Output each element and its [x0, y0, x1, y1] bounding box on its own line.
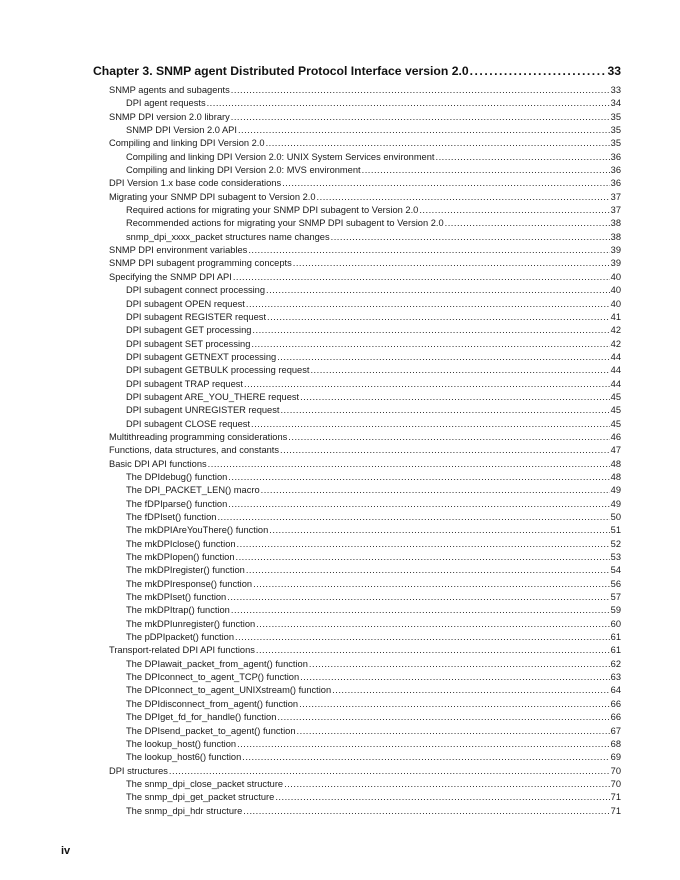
toc-entry[interactable] — [93, 217, 621, 230]
toc-entry-title: The snmp_dpi_hdr structure — [126, 805, 243, 816]
toc-entry[interactable] — [93, 431, 621, 444]
toc-entry[interactable] — [93, 765, 621, 778]
toc-entry-title: SNMP DPI Version 2.0 API — [126, 125, 237, 136]
toc-entry-title: The DPIdebug() function — [126, 471, 228, 482]
toc-entry-title: Multithreading programming considerations — [109, 431, 288, 442]
toc-entry[interactable] — [93, 711, 621, 724]
dot-leader — [236, 551, 610, 564]
dot-leader — [332, 684, 610, 697]
toc-entry-title: The mkDPIAreYouThere() function — [126, 525, 269, 536]
toc-entry-title: Basic DPI API functions — [109, 458, 207, 469]
toc-entry-page: 48 — [610, 471, 621, 482]
toc-entry[interactable] — [93, 418, 621, 431]
toc-entry[interactable] — [93, 578, 621, 591]
table-of-contents — [93, 64, 621, 818]
dot-leader — [310, 364, 609, 377]
toc-entry-page: 45 — [610, 418, 621, 429]
toc-entry-title: The snmp_dpi_close_packet structure — [126, 778, 284, 789]
toc-entry[interactable] — [93, 124, 621, 137]
toc-entry-title: The mkDPIclose() function — [126, 538, 236, 549]
toc-entry[interactable] — [93, 311, 621, 324]
toc-entry-page: 47 — [610, 445, 621, 456]
toc-entry[interactable] — [93, 364, 621, 377]
toc-entry-title: The DPIdisconnect_from_agent() function — [126, 698, 299, 709]
toc-entry[interactable] — [93, 644, 621, 657]
dot-leader — [280, 444, 610, 457]
toc-entry-title: The mkDPItrap() function — [126, 605, 230, 616]
toc-entry-title: DPI structures — [109, 765, 168, 776]
toc-entry[interactable] — [93, 551, 621, 564]
dot-leader — [217, 511, 609, 524]
toc-entry-page: 49 — [610, 485, 621, 496]
toc-entry[interactable] — [93, 257, 621, 270]
toc-entry-page: 51 — [610, 525, 621, 536]
toc-entry[interactable] — [93, 805, 621, 818]
toc-entry-title: The DPIget_fd_for_handle() function — [126, 712, 277, 723]
dot-leader — [256, 644, 610, 657]
toc-entry-title: DPI subagent GET processing — [126, 325, 252, 336]
toc-entry-page: 35 — [610, 111, 621, 122]
dot-leader — [207, 97, 610, 110]
toc-entry-page: 52 — [610, 538, 621, 549]
toc-entry-title: DPI subagent ARE_YOU_THERE request — [126, 391, 300, 402]
toc-entry[interactable] — [93, 391, 621, 404]
toc-entry-title: Transport-related DPI API functions — [109, 645, 255, 656]
dot-leader — [288, 431, 609, 444]
toc-entry-title: The fDPIparse() function — [126, 498, 228, 509]
toc-entry[interactable] — [93, 658, 621, 671]
toc-entry-page: 39 — [610, 245, 621, 256]
dot-leader — [293, 257, 610, 270]
toc-entry-page: 42 — [610, 325, 621, 336]
toc-entry[interactable] — [93, 684, 621, 697]
dot-leader — [269, 524, 609, 537]
toc-entry[interactable] — [93, 498, 621, 511]
toc-entry[interactable] — [93, 778, 621, 791]
toc-entry-page: 35 — [610, 138, 621, 149]
toc-entry-title: The mkDPIopen() function — [126, 552, 235, 563]
dot-leader — [231, 604, 610, 617]
toc-entry[interactable] — [93, 378, 621, 391]
dot-leader — [243, 805, 609, 818]
toc-entry-page: 34 — [610, 98, 621, 109]
toc-entry-page: 44 — [610, 351, 621, 362]
toc-entry[interactable] — [93, 231, 621, 244]
toc-entry-title: The DPIawait_packet_from_agent() function — [126, 658, 308, 669]
dot-leader — [299, 698, 610, 711]
dot-leader — [242, 751, 609, 764]
toc-entry[interactable] — [93, 351, 621, 364]
dot-leader — [300, 391, 610, 404]
toc-entry-title: DPI subagent GETNEXT processing — [126, 351, 277, 362]
toc-entry[interactable] — [93, 538, 621, 551]
dot-leader — [252, 324, 609, 337]
toc-entry[interactable] — [93, 458, 621, 471]
toc-entry[interactable] — [93, 511, 621, 524]
toc-entry[interactable] — [93, 177, 621, 190]
toc-entry-page: 33 — [610, 85, 621, 95]
toc-entry-title: The snmp_dpi_get_packet structure — [126, 792, 275, 803]
toc-entry-page: 71 — [610, 792, 621, 803]
toc-entry[interactable] — [93, 84, 621, 97]
dot-leader — [246, 564, 610, 577]
toc-entry-title: Functions, data structures, and constants — [109, 445, 280, 456]
dot-leader — [309, 658, 610, 671]
toc-entry-title: SNMP agents and subagents — [109, 85, 230, 95]
toc-entry[interactable] — [93, 111, 621, 124]
toc-entry-page: 56 — [610, 578, 621, 589]
toc-entry[interactable] — [93, 284, 621, 297]
toc-entry[interactable] — [93, 97, 621, 110]
toc-entry-title: DPI subagent SET processing — [126, 338, 251, 349]
toc-entry-page: 36 — [610, 165, 621, 176]
toc-entry-page: 44 — [610, 378, 621, 389]
dot-leader — [251, 418, 610, 431]
toc-entry-title: The mkDPIregister() function — [126, 565, 245, 576]
toc-entry-page: 68 — [610, 738, 621, 749]
footer-page-number: iv — [61, 845, 71, 857]
dot-leader — [233, 271, 610, 284]
toc-entry-title: Recommended actions for migrating your SNMP DPI subagent to Version 2.0 — [126, 218, 444, 229]
toc-entry-title: DPI Version 1.x base code considerations — [109, 178, 282, 189]
toc-entry-title: The DPIconnect_to_agent_UNIXstream() function — [126, 685, 332, 696]
toc-entry[interactable] — [93, 151, 621, 164]
toc-entry-page: 61 — [610, 645, 621, 656]
toc-entry-title: Migrating your SNMP DPI subagent to Version 2.0 — [109, 191, 316, 202]
dot-leader — [277, 351, 609, 364]
toc-entry-page: 38 — [610, 218, 621, 229]
dot-leader — [282, 177, 610, 190]
dot-leader — [253, 578, 610, 591]
toc-entry[interactable] — [93, 137, 621, 150]
toc-entry-page: 45 — [610, 391, 621, 402]
dot-leader — [470, 64, 607, 78]
dot-leader — [208, 458, 610, 471]
dot-leader — [266, 284, 610, 297]
toc-entry[interactable] — [93, 484, 621, 497]
dot-leader — [256, 618, 609, 631]
chapter-heading[interactable] — [93, 64, 621, 84]
toc-entry-title: The DPIsend_packet_to_agent() function — [126, 725, 296, 736]
dot-leader — [231, 111, 610, 124]
toc-entry[interactable] — [93, 204, 621, 217]
toc-entry-title: Specifying the SNMP DPI API — [109, 271, 232, 282]
dot-leader — [331, 231, 610, 244]
toc-entry-page: 44 — [610, 365, 621, 376]
toc-entry-title: Compiling and linking DPI Version 2.0 — [109, 138, 265, 149]
toc-entry-title: The DPIconnect_to_agent_TCP() function — [126, 672, 300, 683]
toc-entry-page: 36 — [610, 178, 621, 189]
toc-entry-title: The lookup_host6() function — [126, 752, 242, 763]
toc-entry-title: snmp_dpi_xxxx_packet structures name changes — [126, 231, 330, 242]
toc-entry-page: 41 — [610, 311, 621, 322]
toc-entry-page: 36 — [610, 151, 621, 162]
toc-entry[interactable] — [93, 725, 621, 738]
toc-entry-page: 46 — [610, 431, 621, 442]
dot-leader — [317, 191, 610, 204]
dot-leader — [297, 725, 610, 738]
toc-entry-title: DPI subagent REGISTER request — [126, 311, 267, 322]
toc-entry[interactable] — [93, 564, 621, 577]
toc-entry[interactable] — [93, 751, 621, 764]
toc-entry-title: The lookup_host() function — [126, 738, 237, 749]
dot-leader — [248, 244, 609, 257]
dot-leader — [300, 671, 610, 684]
toc-entry-page: 66 — [610, 698, 621, 709]
toc-entry-page: 70 — [610, 778, 621, 789]
toc-entry-title: The fDPIset() function — [126, 512, 217, 522]
dot-leader — [267, 311, 610, 324]
toc-entry-title: SNMP DPI version 2.0 library — [109, 111, 230, 122]
toc-entry-page: 37 — [610, 191, 621, 202]
dot-leader — [246, 298, 610, 311]
dot-leader — [228, 471, 609, 484]
dot-leader — [237, 538, 610, 551]
toc-entry-title: The DPI_PACKET_LEN() macro — [126, 485, 260, 496]
toc-entry-title: Compiling and linking DPI Version 2.0: UNIX System Services environment — [126, 151, 435, 162]
dot-leader — [280, 404, 609, 417]
toc-entry-page: 60 — [610, 618, 621, 629]
toc-entry-page: 53 — [610, 552, 621, 563]
toc-entry-page: 38 — [610, 231, 621, 242]
toc-entry-page: 48 — [610, 458, 621, 469]
toc-entry[interactable] — [93, 791, 621, 804]
dot-leader — [284, 778, 610, 791]
toc-entry-page: 66 — [610, 712, 621, 723]
toc-entry-page: 62 — [610, 658, 621, 669]
toc-entry[interactable] — [93, 444, 621, 457]
toc-entry-page: 37 — [610, 205, 621, 216]
toc-entry[interactable] — [93, 604, 621, 617]
toc-entry[interactable] — [93, 191, 621, 204]
toc-entry-page: 39 — [610, 258, 621, 269]
toc-entry[interactable] — [93, 298, 621, 311]
chapter-title: Chapter 3. SNMP agent Distributed Protocol Interface version 2.0 — [93, 64, 469, 78]
dot-leader — [435, 151, 609, 164]
chapter-page-number: 33 — [607, 64, 621, 78]
toc-entry-page: 50 — [610, 512, 621, 522]
toc-entry[interactable] — [93, 164, 621, 177]
toc-entry-page: 57 — [610, 592, 621, 603]
dot-leader — [227, 591, 609, 604]
dot-leader — [275, 791, 609, 804]
toc-entry-page: 40 — [610, 271, 621, 282]
toc-entry-page: 71 — [610, 805, 621, 816]
toc-entry-title: DPI subagent OPEN request — [126, 298, 245, 309]
toc-entry[interactable] — [93, 591, 621, 604]
toc-entry-page: 64 — [610, 685, 621, 696]
toc-entry-page: 40 — [610, 285, 621, 296]
toc-entry[interactable] — [93, 324, 621, 337]
toc-entry-title: The mkDPIset() function — [126, 592, 227, 603]
toc-entry-title: DPI agent requests — [126, 98, 206, 109]
dot-leader — [419, 204, 609, 217]
toc-entry[interactable] — [93, 631, 621, 644]
toc-entry-page: 45 — [610, 405, 621, 416]
toc-entry[interactable] — [93, 671, 621, 684]
dot-leader — [266, 137, 610, 150]
toc-entry[interactable] — [93, 404, 621, 417]
toc-entry[interactable] — [93, 471, 621, 484]
toc-entry-title: Required actions for migrating your SNMP DPI subagent to Version 2.0 — [126, 205, 419, 216]
toc-entry-page: 67 — [610, 725, 621, 736]
toc-entry-title: DPI subagent connect processing — [126, 285, 266, 296]
toc-entry-title: DPI subagent TRAP request — [126, 378, 243, 389]
toc-entry-page: 59 — [610, 605, 621, 616]
toc-entry[interactable] — [93, 698, 621, 711]
dot-leader — [235, 631, 610, 644]
dot-leader — [228, 498, 609, 511]
dot-leader — [277, 711, 609, 724]
toc-entry-title: Compiling and linking DPI Version 2.0: MVS environment — [126, 165, 361, 176]
dot-leader — [238, 124, 610, 137]
dot-leader — [261, 484, 610, 497]
toc-entry-title: DPI subagent CLOSE request — [126, 418, 251, 429]
dot-leader — [244, 378, 610, 391]
toc-entry-page: 63 — [610, 672, 621, 683]
toc-entry-page: 42 — [610, 338, 621, 349]
dot-leader — [362, 164, 610, 177]
dot-leader — [445, 217, 610, 230]
toc-entry-title: The pDPIpacket() function — [126, 632, 234, 643]
toc-entry-title: The mkDPIresponse() function — [126, 578, 253, 589]
dot-leader — [237, 738, 610, 751]
toc-entry-title: SNMP DPI environment variables — [109, 245, 248, 256]
toc-list — [93, 84, 621, 818]
dot-leader — [169, 765, 610, 778]
toc-entry[interactable] — [93, 738, 621, 751]
toc-entry-page: 69 — [610, 752, 621, 763]
toc-entry-title: DPI subagent UNREGISTER request — [126, 405, 280, 416]
toc-entry-page: 40 — [610, 298, 621, 309]
toc-entry-title: The mkDPIunregister() function — [126, 618, 256, 629]
dot-leader — [251, 338, 609, 351]
toc-entry[interactable] — [93, 271, 621, 284]
toc-entry-page: 54 — [610, 565, 621, 576]
toc-entry-page: 70 — [610, 765, 621, 776]
toc-entry[interactable] — [93, 338, 621, 351]
toc-entry-page: 49 — [610, 498, 621, 509]
toc-entry-title: DPI subagent GETBULK processing request — [126, 365, 310, 376]
toc-entry[interactable] — [93, 524, 621, 537]
toc-entry-title: SNMP DPI subagent programming concepts — [109, 258, 292, 269]
dot-leader — [231, 84, 610, 97]
toc-entry[interactable] — [93, 244, 621, 257]
toc-entry[interactable] — [93, 618, 621, 631]
toc-entry-page: 35 — [610, 125, 621, 136]
toc-entry-page: 61 — [610, 632, 621, 643]
